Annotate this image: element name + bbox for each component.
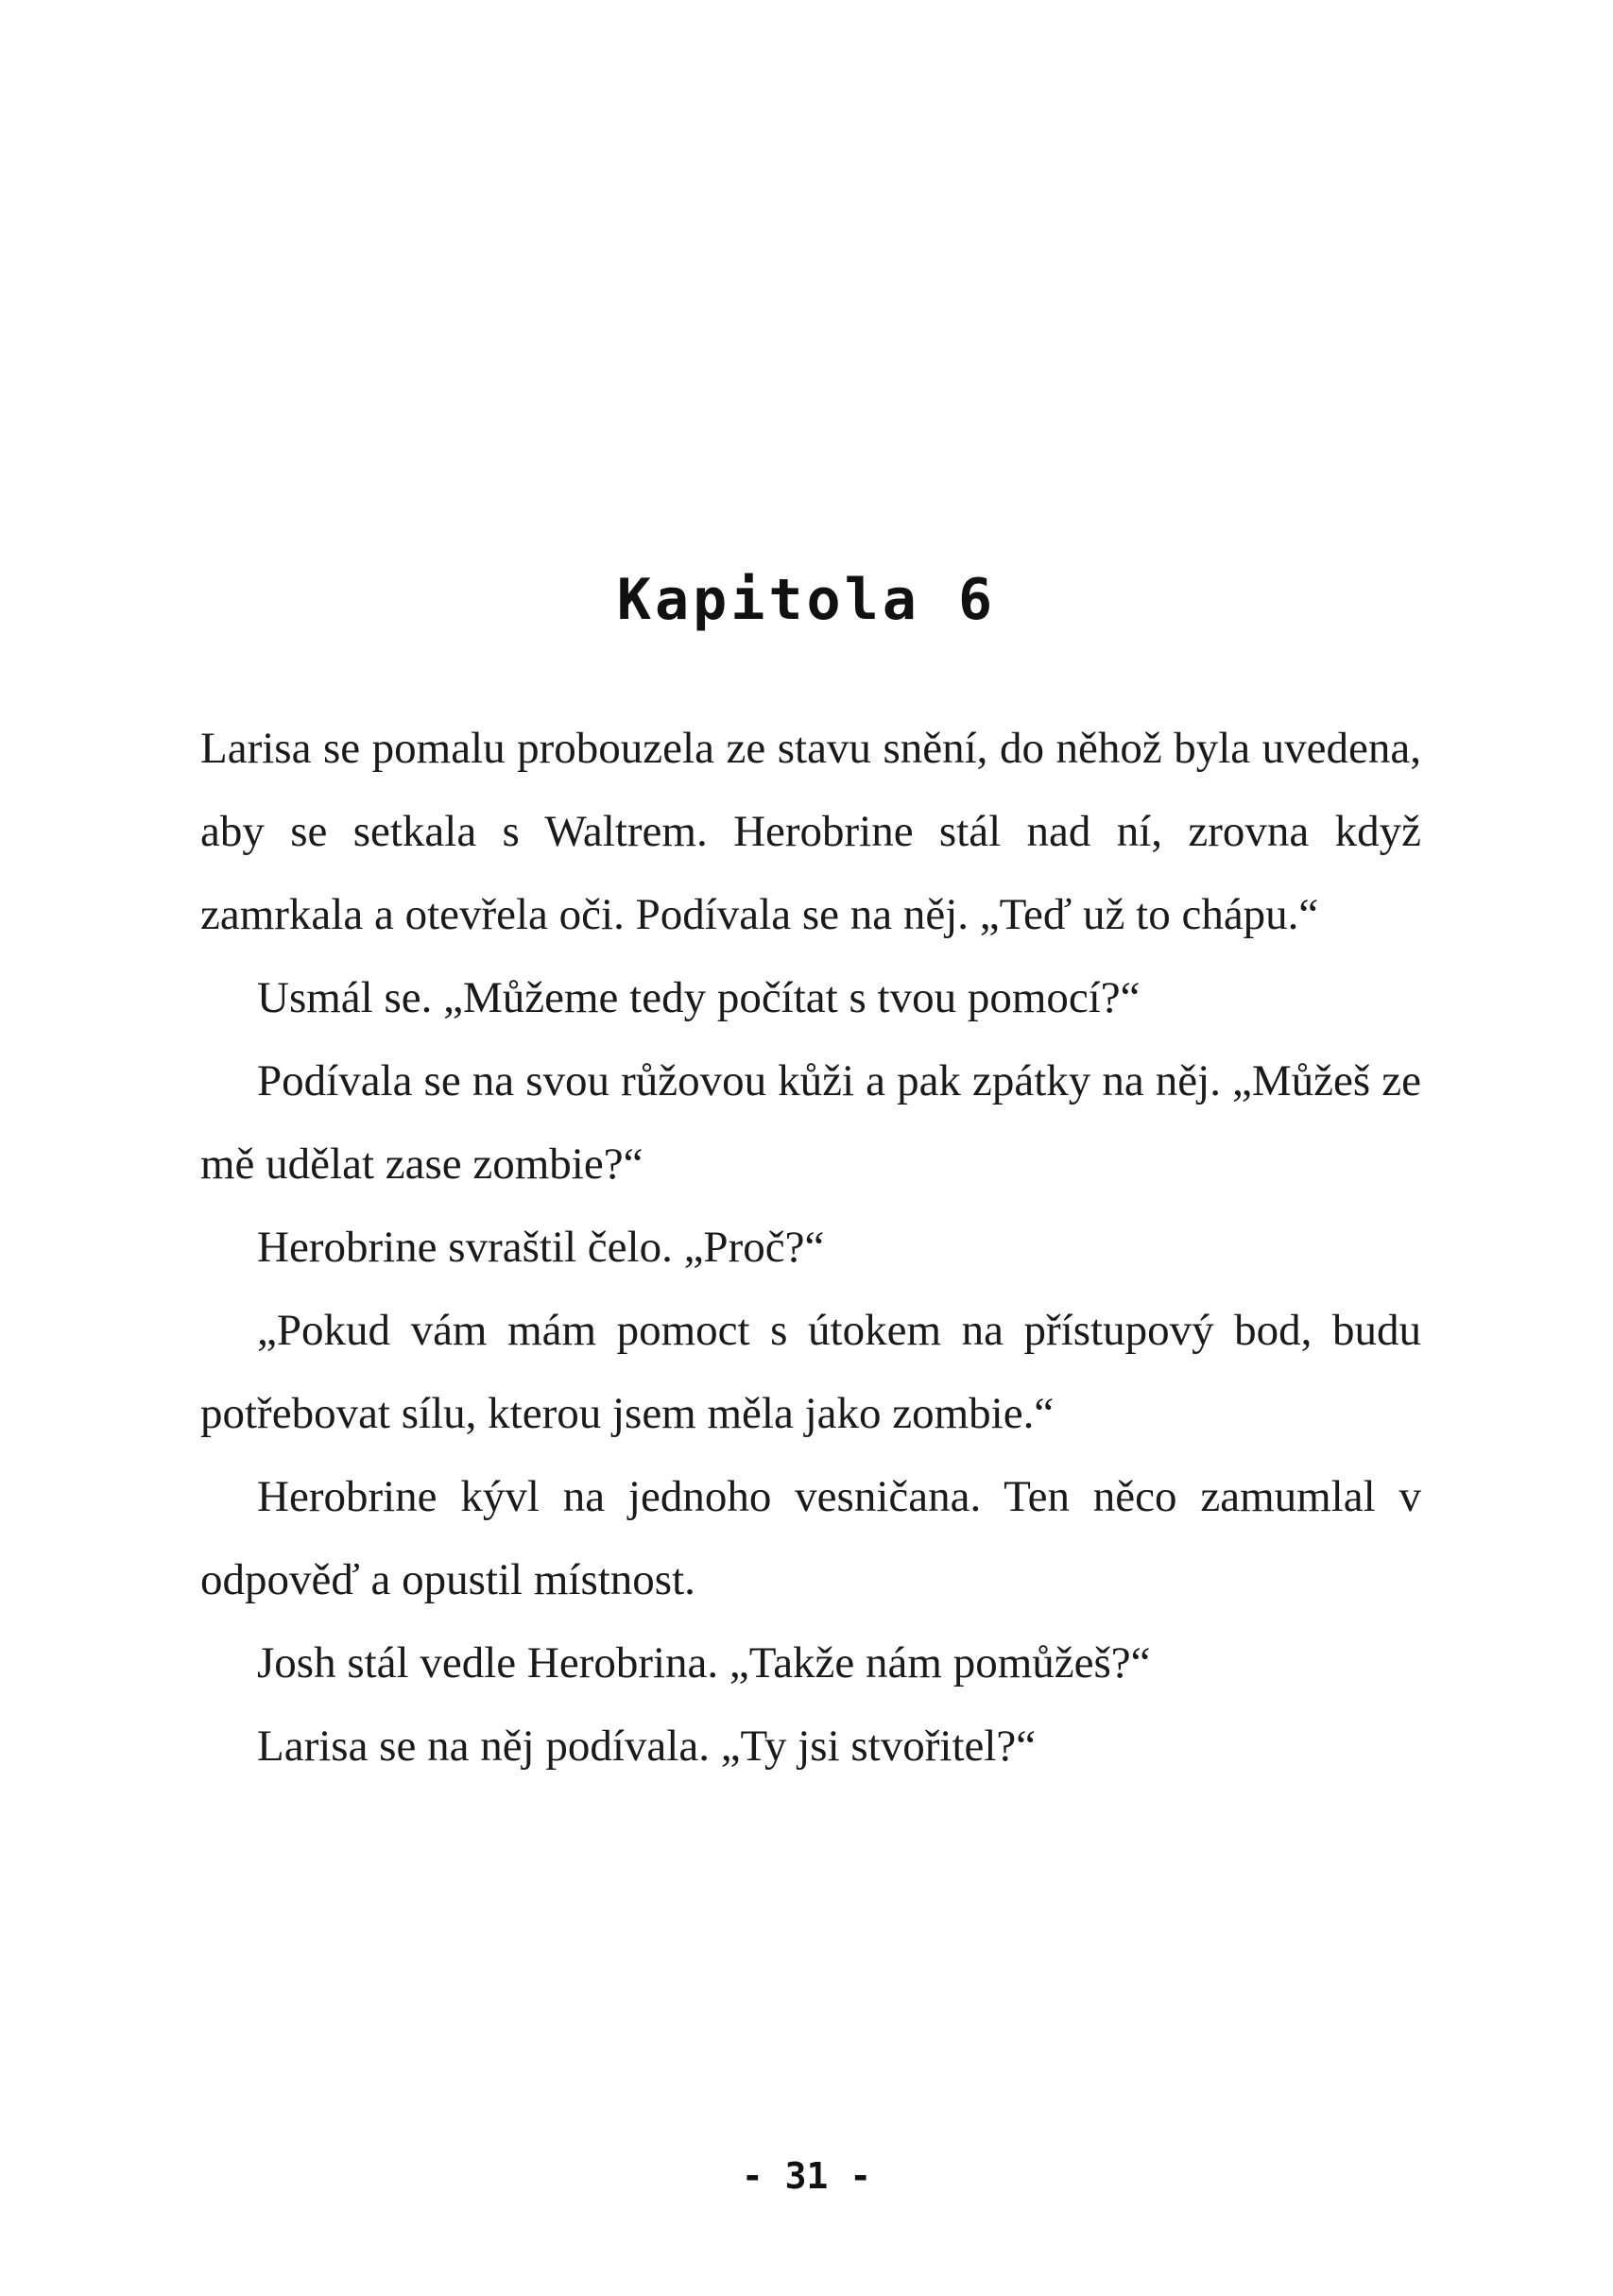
page-number: - 31 - [741, 2155, 872, 2197]
paragraph: Usmál se. „Můžeme tedy počítat s tvou pomocí?“ [257, 973, 1141, 1022]
paragraph: Larisa se na něj podívala. „Ty jsi stvořitel?“ [257, 1722, 1037, 1771]
paragraph: „Pokud vám mám pomoct s útokem na přístupový bod, budu potřebovat sílu, kterou jsem měla jako zombie.“ [200, 1306, 1421, 1438]
paragraph: Josh stál vedle Herobrina. „Takže nám pomůžeš?“ [257, 1638, 1151, 1688]
paragraph: Herobrine kývl na jednoho vesničana. Ten něco zamumlal v odpověď a opustil místnost. [200, 1472, 1421, 1604]
chapter-title: Kapitola 6 [616, 567, 997, 633]
paragraph: Herobrine svraštil čelo. „Proč?“ [257, 1223, 825, 1272]
paragraph: Larisa se pomalu probouzela ze stavu snění, do něhož byla uvedena, aby se setkala s Waltrem. Herobrine stál nad ní, zrovna když zamrkala a otevřela oči. Podívala se na něj. „Teď už to chápu.“ [200, 724, 1421, 939]
paragraph: Podívala se na svou růžovou kůži a pak zpátky na něj. „Můžeš ze mě udělat zase zombie?“ [200, 1056, 1421, 1189]
chapter-body [200, 707, 1421, 1788]
